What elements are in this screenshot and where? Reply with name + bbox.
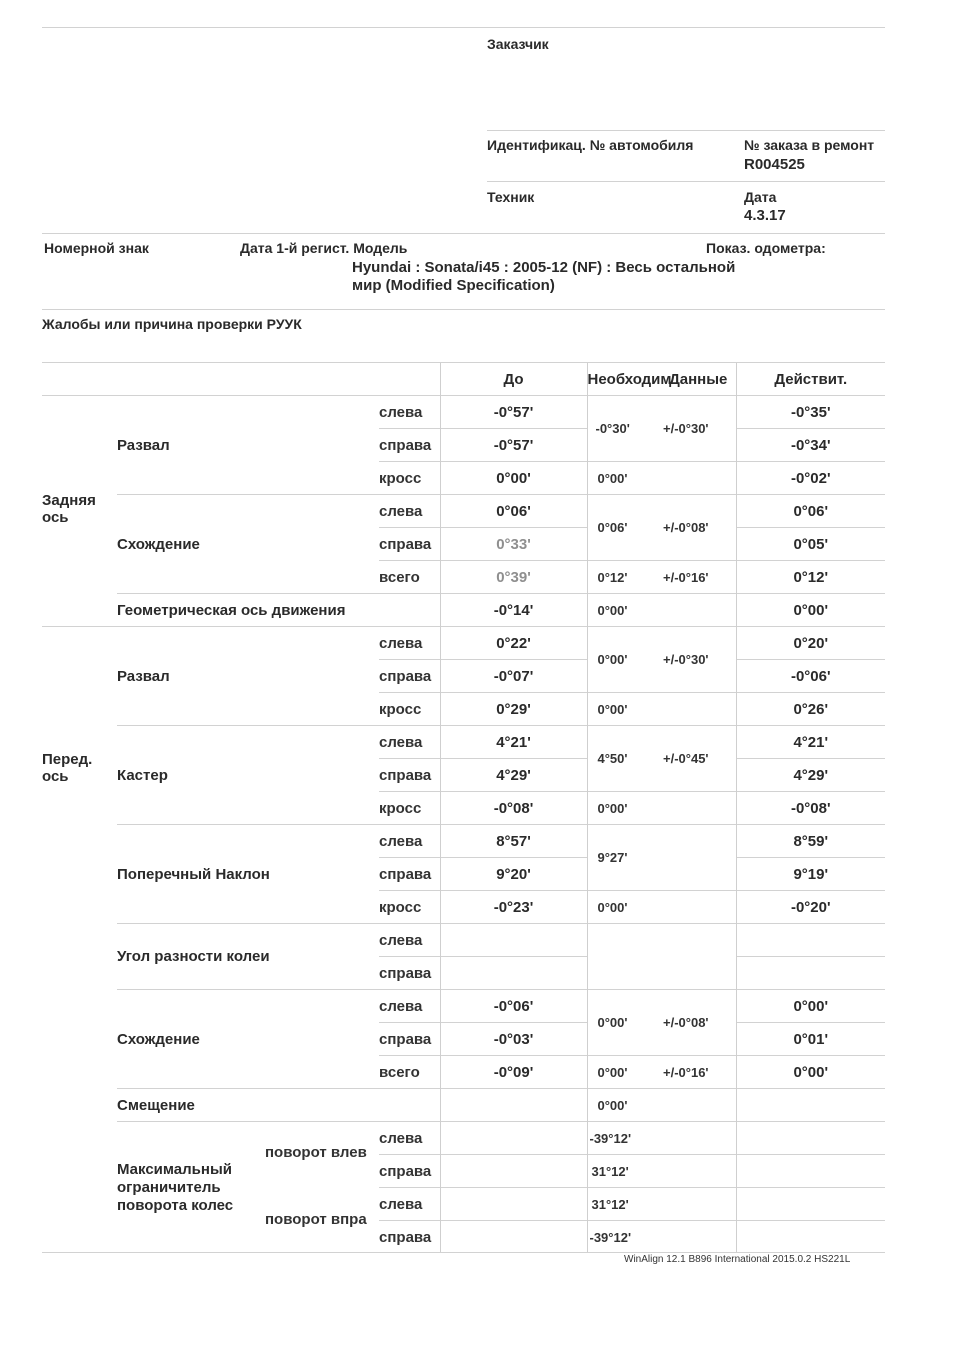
rear-thrust-before: -0°14': [440, 594, 587, 627]
side-left: слева: [379, 726, 440, 759]
table-row: [42, 1089, 885, 1122]
front-camber-left-actual: 0°20': [736, 627, 885, 660]
software-footer: WinAlign 12.1 B896 International 2015.0.2 HS221L: [624, 1254, 851, 1265]
side-left: слева: [379, 825, 440, 858]
side-cross: кросс: [379, 462, 440, 495]
steer-right-right: -39°12': [587, 1221, 661, 1254]
top-rule: [42, 27, 885, 28]
front-camber-right-before: -0°07': [440, 660, 587, 693]
front-caster-spec: 4°50': [587, 726, 661, 792]
vin-rule: [487, 130, 885, 131]
front-sai-right-before: 9°20': [440, 858, 587, 891]
front-caster-label: Кастер: [117, 726, 379, 825]
odometer-label: Показ. одометра:: [706, 240, 826, 256]
front-toe-out-label: Угол разности колеи: [117, 924, 379, 990]
front-caster-right-actual: 4°29': [736, 759, 885, 792]
front-sai-right-actual: 9°19': [736, 858, 885, 891]
front-sai-left-actual: 8°59': [736, 825, 885, 858]
side-right: справа: [379, 660, 440, 693]
side-right: справа: [379, 1221, 440, 1254]
front-toe-total-spec: 0°00': [587, 1056, 661, 1089]
side-right: справа: [379, 1023, 440, 1056]
front-caster-left-before: 4°21': [440, 726, 587, 759]
side-left: слева: [379, 495, 440, 528]
table-header-row: [42, 363, 885, 396]
rear-thrust-label: Геометрическая ось движения: [117, 594, 440, 627]
front-setback-spec: 0°00': [587, 1089, 661, 1122]
front-sai-cross-actual: -0°20': [736, 891, 885, 924]
front-toe-left-before: -0°06': [440, 990, 587, 1023]
order-label: № заказа в ремонт: [744, 137, 875, 153]
rear-toe-total-spec: 0°12': [587, 561, 661, 594]
rear-thrust-actual: 0°00': [736, 594, 885, 627]
technician-label: Техник: [487, 189, 535, 205]
front-toe-tolerance: +/-0°08': [661, 990, 736, 1056]
rear-camber-cross-spec: 0°00': [587, 462, 661, 495]
front-toe-spec: 0°00': [587, 990, 661, 1056]
rear-camber-cross-before: 0°00': [440, 462, 587, 495]
rear-toe-total-tolerance: +/-0°16': [661, 561, 736, 594]
table-row: [42, 495, 885, 528]
front-camber-tolerance: +/-0°30': [661, 627, 736, 693]
rear-toe-total-actual: 0°12': [736, 561, 885, 594]
front-sai-cross-spec: 0°00': [587, 891, 661, 924]
table-row: [42, 924, 885, 957]
side-left: слева: [379, 924, 440, 957]
date-value: 4.3.17: [744, 207, 786, 224]
plate-label: Номерной знак: [44, 240, 149, 256]
front-toe-total-before: -0°09': [440, 1056, 587, 1089]
front-sai-left-before: 8°57': [440, 825, 587, 858]
side-right: справа: [379, 528, 440, 561]
order-value: R004525: [744, 156, 805, 173]
bottom-rule: [42, 1252, 885, 1253]
customer-label: Заказчик: [487, 36, 549, 52]
rear-toe-tolerance: +/-0°08': [661, 495, 736, 561]
front-caster-cross-actual: -0°08': [736, 792, 885, 825]
col-data: Данные: [661, 363, 736, 396]
rear-toe-left-actual: 0°06': [736, 495, 885, 528]
rear-camber-left-actual: -0°35': [736, 396, 885, 429]
rear-toe-left-before: 0°06': [440, 495, 587, 528]
front-camber-cross-actual: 0°26': [736, 693, 885, 726]
rear-camber-tolerance: +/-0°30': [661, 396, 736, 462]
front-caster-cross-spec: 0°00': [587, 792, 661, 825]
complaint-rule: [42, 309, 885, 310]
front-toe-left-actual: 0°00': [736, 990, 885, 1023]
front-caster-left-actual: 4°21': [736, 726, 885, 759]
front-toe-total-actual: 0°00': [736, 1056, 885, 1089]
rear-camber-label: Развал: [117, 396, 379, 495]
turn-right-label: поворот впра: [265, 1211, 367, 1228]
table-row: [42, 396, 885, 429]
col-before: До: [440, 363, 587, 396]
front-maxsteer-label: Максимальный ограничитель поворота колес поворот влев поворот впра: [117, 1122, 379, 1254]
model-line-1: Hyundai : Sonata/i45 : 2005-12 (NF) : Весь остальной: [352, 259, 736, 276]
front-camber-cross-spec: 0°00': [587, 693, 661, 726]
front-sai-cross-before: -0°23': [440, 891, 587, 924]
rear-toe-right-actual: 0°05': [736, 528, 885, 561]
side-right: справа: [379, 429, 440, 462]
side-left: слева: [379, 627, 440, 660]
front-sai-spec: 9°27': [587, 825, 661, 891]
col-actual: Действит.: [736, 363, 885, 396]
side-right: справа: [379, 1155, 440, 1188]
steer-left-right: 31°12': [587, 1155, 661, 1188]
front-camber-cross-before: 0°29': [440, 693, 587, 726]
side-total: всего: [379, 561, 440, 594]
side-cross: кросс: [379, 891, 440, 924]
rear-camber-spec: -0°30': [587, 396, 661, 462]
steer-right-left: 31°12': [587, 1188, 661, 1221]
table-row: [42, 1122, 885, 1155]
table-row: [42, 825, 885, 858]
side-total: всего: [379, 1056, 440, 1089]
rear-thrust-spec: 0°00': [587, 594, 661, 627]
front-camber-right-actual: -0°06': [736, 660, 885, 693]
table-row: [42, 990, 885, 1023]
rear-toe-spec: 0°06': [587, 495, 661, 561]
front-toe-right-before: -0°03': [440, 1023, 587, 1056]
front-camber-left-before: 0°22': [440, 627, 587, 660]
date-label: Дата: [744, 189, 777, 205]
side-left: слева: [379, 1188, 440, 1221]
complaint-label: Жалобы или причина проверки РУУК: [42, 316, 302, 332]
front-camber-spec: 0°00': [587, 627, 661, 693]
side-right: справа: [379, 858, 440, 891]
front-toe-label: Схождение: [117, 990, 379, 1089]
rear-toe-total-before: 0°39': [440, 561, 587, 594]
side-right: справа: [379, 957, 440, 990]
steer-left-left: -39°12': [587, 1122, 661, 1155]
tech-rule: [487, 181, 885, 182]
rear-toe-label: Схождение: [117, 495, 379, 594]
turn-left-label: поворот влев: [265, 1144, 367, 1161]
table-row: [42, 594, 885, 627]
col-required: Необходим: [587, 363, 661, 396]
rear-camber-left-before: -0°57': [440, 396, 587, 429]
section-rear: Задняя ось: [42, 396, 117, 627]
vin-label: Идентификац. № автомобиля: [487, 137, 694, 153]
front-toe-right-actual: 0°01': [736, 1023, 885, 1056]
front-toe-total-tolerance: +/-0°16': [661, 1056, 736, 1089]
reg-date-model-label: Дата 1-й регист. Модель: [240, 240, 408, 256]
side-cross: кросс: [379, 693, 440, 726]
section-front: Перед. ось: [42, 627, 117, 1254]
table-row: [42, 627, 885, 660]
model-line-2: мир (Modified Specification): [352, 277, 555, 294]
rear-camber-right-before: -0°57': [440, 429, 587, 462]
front-camber-label: Развал: [117, 627, 379, 726]
front-caster-tolerance: +/-0°45': [661, 726, 736, 792]
side-left: слева: [379, 990, 440, 1023]
front-caster-right-before: 4°29': [440, 759, 587, 792]
table-row: [42, 726, 885, 759]
side-left: слева: [379, 396, 440, 429]
rear-toe-right-before: 0°33': [440, 528, 587, 561]
plate-rule: [42, 233, 885, 234]
side-cross: кросс: [379, 792, 440, 825]
front-sai-label: Поперечный Наклон: [117, 825, 379, 924]
rear-camber-right-actual: -0°34': [736, 429, 885, 462]
alignment-table: [42, 362, 885, 1253]
side-left: слева: [379, 1122, 440, 1155]
front-setback-label: Смещение: [117, 1089, 440, 1122]
side-right: справа: [379, 759, 440, 792]
front-caster-cross-before: -0°08': [440, 792, 587, 825]
rear-camber-cross-actual: -0°02': [736, 462, 885, 495]
